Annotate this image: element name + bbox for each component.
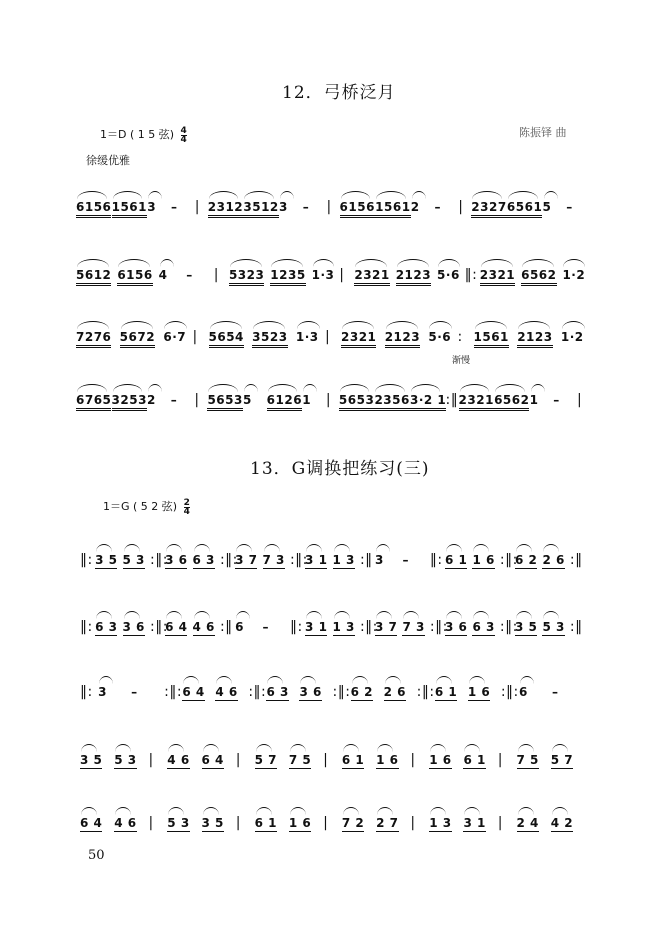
note-group: 1·2 <box>560 330 584 344</box>
note-group: 6 3 <box>95 620 118 634</box>
slur-mark <box>355 259 387 267</box>
piece12-composer: 陈振铎 曲 <box>519 126 567 139</box>
barline: | <box>194 392 200 408</box>
barline: | <box>323 752 329 768</box>
barline: | <box>410 815 416 831</box>
barline: | <box>235 752 241 768</box>
note-group: 5323 <box>229 268 264 286</box>
note-group: 6765 <box>76 393 111 411</box>
note-group: 6 2 <box>350 685 374 699</box>
slur-mark <box>334 611 350 619</box>
slur-mark <box>300 676 316 684</box>
note-group: 6 3 <box>472 620 495 634</box>
barline: | <box>324 329 331 345</box>
dash-hold: – <box>434 200 441 214</box>
note-group: 4 2 <box>550 816 574 830</box>
note-group: 6 1 <box>254 816 277 830</box>
barline: :‖ <box>569 619 583 635</box>
note-group: 1 6 <box>288 816 312 830</box>
piece13-key-signature <box>103 498 190 516</box>
slur-mark <box>464 807 480 815</box>
slur-mark <box>96 611 112 619</box>
piece12-rit-marking: 渐慢 <box>452 356 471 366</box>
piece12_lines-line-1 <box>0 200 655 224</box>
note-group: 6562 <box>521 268 556 286</box>
piece13_lines-line-2 <box>0 620 655 644</box>
note-group: 5 3 <box>167 816 190 830</box>
slur-mark <box>118 259 150 267</box>
note-group: 1·2 <box>562 268 586 282</box>
barline: ‖: <box>289 619 303 635</box>
slur-mark <box>148 191 162 199</box>
slur-mark <box>124 611 140 619</box>
note-group: 3 1 <box>305 620 328 634</box>
note-group: 5 7 <box>550 753 574 767</box>
slur-mark <box>203 807 219 815</box>
note-group: 3 1 <box>305 553 328 567</box>
slur-mark <box>256 744 272 752</box>
slur-mark <box>183 676 199 684</box>
barline: ‖: <box>80 684 93 700</box>
slur-mark <box>508 191 538 199</box>
barline: :‖: <box>499 619 518 635</box>
note-group: 2 6 <box>542 553 565 567</box>
note-group: 6562 <box>494 393 529 411</box>
slur-mark <box>148 384 162 392</box>
slur-mark <box>473 611 489 619</box>
note-group: 5 3 <box>114 753 137 767</box>
barline: ‖: <box>80 619 93 635</box>
note-group: 1·3 <box>295 330 319 344</box>
note-group: 6561 <box>507 200 542 218</box>
barline: :‖: <box>248 684 267 700</box>
slur-mark <box>403 611 419 619</box>
slur-mark <box>343 744 359 752</box>
note-group: 6 4 <box>201 753 224 767</box>
slur-mark <box>472 191 502 199</box>
slur-mark <box>473 544 489 552</box>
slur-mark <box>376 611 392 619</box>
barline: ‖: <box>464 267 478 283</box>
barline: | <box>148 815 154 831</box>
slur-mark <box>520 676 534 684</box>
barline: :‖: <box>164 684 183 700</box>
barline: | <box>410 752 416 768</box>
barline: | <box>325 392 332 408</box>
slur-mark <box>334 544 350 552</box>
barline: | <box>235 815 241 831</box>
note-group: 3 <box>98 685 107 699</box>
slur-mark <box>81 807 97 815</box>
note-group: 1 <box>302 393 312 407</box>
note-group: 3523 <box>252 330 287 348</box>
slur-mark <box>164 321 187 329</box>
note-group: 5653 <box>207 393 242 411</box>
piece13_lines-line-4 <box>0 753 655 777</box>
slur-mark <box>77 191 107 199</box>
slur-mark <box>280 191 294 199</box>
barline: | <box>497 752 503 768</box>
note-group: 1 6 <box>472 553 495 567</box>
note-group: 3 6 <box>165 553 188 567</box>
slur-mark <box>341 191 371 199</box>
slur-mark <box>115 807 131 815</box>
note-group: 4 <box>158 268 168 282</box>
piece12-time-num: 4 <box>180 125 187 136</box>
slur-mark <box>563 259 585 267</box>
slur-mark <box>518 321 550 329</box>
slur-mark <box>531 384 545 392</box>
slur-mark <box>208 384 238 392</box>
slur-mark <box>268 384 298 392</box>
note-group: 2 7 <box>376 816 399 830</box>
note-group: 6 4 <box>182 685 205 699</box>
dash-hold: – <box>262 620 269 634</box>
note-group: 3253 <box>112 393 147 411</box>
dash-hold: – <box>170 393 178 407</box>
piece12-key-label: 1＝D ( 1 5 弦) <box>100 128 175 141</box>
note-group: 5 <box>242 393 252 407</box>
note-group: 2321 <box>459 393 494 411</box>
note-group: 7276 <box>76 330 111 348</box>
slur-mark <box>377 744 393 752</box>
barline: :‖: <box>416 684 435 700</box>
slur-mark <box>313 259 335 267</box>
note-group: 2123 <box>385 330 420 348</box>
barline: | <box>213 267 220 283</box>
slur-mark <box>306 544 322 552</box>
slur-mark <box>446 611 462 619</box>
slur-mark <box>236 611 250 619</box>
slur-mark <box>168 744 184 752</box>
slur-mark <box>376 191 406 199</box>
note-group: 6 1 <box>463 753 486 767</box>
slur-mark <box>290 807 306 815</box>
slur-mark <box>516 544 532 552</box>
slur-mark <box>522 259 554 267</box>
barline: :‖ <box>359 552 373 568</box>
slur-mark <box>475 321 507 329</box>
barline: ‖: <box>80 552 93 568</box>
note-group: 4 6 <box>114 816 137 830</box>
note-group: 5653 <box>339 393 374 411</box>
note-group: 6·7 <box>163 330 187 344</box>
note-group: 2321 <box>480 268 515 286</box>
barline: :‖: <box>359 619 378 635</box>
slur-mark <box>297 321 320 329</box>
note-group: 1·3 <box>311 268 335 282</box>
slur-mark <box>340 384 370 392</box>
slur-mark <box>469 676 485 684</box>
note-group: 6 2 <box>515 553 538 567</box>
note-group: 2 <box>410 200 420 214</box>
note-group: 6126 <box>267 393 302 411</box>
slur-mark <box>352 676 368 684</box>
note-group: 6 3 <box>266 685 289 699</box>
slur-mark <box>543 611 559 619</box>
slur-mark <box>446 544 462 552</box>
slur-mark <box>430 744 446 752</box>
slur-mark <box>562 321 585 329</box>
slur-mark <box>543 544 559 552</box>
barline: | <box>192 329 198 345</box>
piece12_lines-line-3 <box>0 330 655 354</box>
note-group: 5 3 <box>542 620 565 634</box>
slur-mark <box>96 544 112 552</box>
note-group: 1561 <box>375 200 410 218</box>
piece13-title: 13．G调换把练习(三) <box>250 459 430 479</box>
barline: | <box>148 752 154 768</box>
slur-mark <box>115 744 131 752</box>
barline: | <box>194 199 200 215</box>
dash-hold: – <box>566 200 573 214</box>
piece13-key-label: 1＝G ( 5 2 弦) <box>103 500 178 513</box>
note-group: 2123 <box>396 268 431 286</box>
note-group: 1 3 <box>429 816 452 830</box>
barline: :‖: <box>149 552 168 568</box>
barline: :‖: <box>149 619 168 635</box>
slur-mark <box>460 384 490 392</box>
note-group: 6 4 <box>80 816 103 830</box>
piece12-title: 12．弓桥泛月 <box>282 83 396 103</box>
slur-mark <box>544 191 558 199</box>
barline: | <box>576 392 583 408</box>
slur-mark <box>438 259 460 267</box>
note-group: 6 1 <box>445 553 468 567</box>
barline: | <box>323 815 329 831</box>
note-group: 2356 <box>374 393 409 411</box>
slur-mark <box>99 676 113 684</box>
slur-mark <box>495 384 525 392</box>
slur-mark <box>244 191 274 199</box>
note-group: 6 <box>518 685 528 699</box>
slur-mark <box>303 384 317 392</box>
note-group: 1235 <box>270 268 305 286</box>
barline: :‖: <box>289 552 308 568</box>
slur-mark <box>230 259 262 267</box>
slur-mark <box>518 744 534 752</box>
barline: :‖: <box>500 684 519 700</box>
note-group: 5654 <box>209 330 244 348</box>
slur-mark <box>343 807 359 815</box>
note-group: 3 6 <box>122 620 145 634</box>
note-group: 5672 <box>120 330 155 348</box>
barline: | <box>339 267 345 283</box>
dash-hold: – <box>551 685 559 699</box>
piece12-time-den: 4 <box>180 134 187 145</box>
slur-mark <box>194 611 210 619</box>
note-group: 3 <box>147 200 157 214</box>
note-group: 4 6 <box>192 620 215 634</box>
slur-mark <box>552 807 568 815</box>
slur-mark <box>210 321 242 329</box>
piece13-time-den: 4 <box>183 506 190 517</box>
note-group: 3 7 <box>375 620 398 634</box>
piece12-key-signature <box>100 126 187 144</box>
barline: | <box>458 199 464 215</box>
dash-hold: – <box>186 268 193 282</box>
slur-mark <box>481 259 513 267</box>
slur-mark <box>256 807 272 815</box>
note-group: 1 <box>529 393 539 407</box>
slur-mark <box>376 544 390 552</box>
note-group: 6 3 <box>192 553 215 567</box>
slur-mark <box>290 744 306 752</box>
slur-mark <box>386 321 418 329</box>
slur-mark <box>436 676 452 684</box>
note-group: 2 4 <box>516 816 539 830</box>
dash-hold: – <box>170 200 178 214</box>
slur-mark <box>412 191 426 199</box>
note-group: 6 1 <box>434 685 458 699</box>
note-group: 2312 <box>208 200 243 218</box>
note-group: 7 5 <box>516 753 539 767</box>
piece12-tempo-marking: 徐缓优雅 <box>86 154 130 167</box>
slur-mark <box>166 611 182 619</box>
piece13-time-signature <box>184 499 190 516</box>
note-group: 1561 <box>474 330 509 348</box>
slur-mark <box>203 744 219 752</box>
piece12-time-signature <box>181 127 187 144</box>
note-group: 3 7 <box>235 553 258 567</box>
note-group: 1 6 <box>467 685 491 699</box>
piece13_lines-line-5 <box>0 816 655 840</box>
page-number: 50 <box>88 848 105 863</box>
note-group: 4 6 <box>215 685 238 699</box>
note-group: 6156 <box>117 268 152 286</box>
dash-hold: – <box>553 393 560 407</box>
barline: :‖: <box>429 619 448 635</box>
slur-mark <box>518 807 534 815</box>
slur-mark <box>124 544 140 552</box>
note-group: 3 5 <box>80 753 103 767</box>
piece12_lines-line-2 <box>0 268 655 292</box>
dash-hold: – <box>402 553 409 567</box>
note-group: 7 5 <box>288 753 312 767</box>
note-group: 1 3 <box>332 553 355 567</box>
slur-mark <box>166 544 182 552</box>
slur-mark <box>516 611 532 619</box>
dash-hold: – <box>131 685 138 699</box>
barline: :‖ <box>569 552 583 568</box>
slur-mark <box>236 544 252 552</box>
slur-mark <box>121 321 153 329</box>
barline: :‖: <box>332 684 351 700</box>
note-group: 3·2 1 <box>410 393 446 411</box>
dash-hold: – <box>302 200 310 214</box>
note-group: 3 5 <box>515 620 538 634</box>
slur-mark <box>160 259 174 267</box>
slur-mark <box>194 544 210 552</box>
note-group: 2327 <box>471 200 506 218</box>
slur-mark <box>385 676 401 684</box>
barline: :‖: <box>219 552 238 568</box>
barline: :‖ <box>445 392 459 408</box>
slur-mark <box>253 321 285 329</box>
note-group: 6156 <box>76 200 111 218</box>
note-group: 5·6 <box>428 330 452 344</box>
note-group: 2321 <box>341 330 376 348</box>
note-group: 3 6 <box>299 685 322 699</box>
note-group: 1 3 <box>332 620 355 634</box>
note-group: 3512 <box>243 200 278 218</box>
note-group: 3 <box>278 200 288 214</box>
barline: :‖ <box>219 619 233 635</box>
note-group: 1561 <box>112 200 147 218</box>
slur-mark <box>81 744 97 752</box>
note-group: 5 <box>542 200 552 214</box>
slur-mark <box>77 321 109 329</box>
note-group: 7 3 <box>402 620 425 634</box>
piece13_lines-line-3 <box>0 685 655 709</box>
slur-mark <box>216 676 232 684</box>
slur-mark <box>397 259 429 267</box>
note-group: 6156 <box>340 200 375 218</box>
slur-mark <box>375 384 405 392</box>
note-group: 6 4 <box>165 620 188 634</box>
slur-mark <box>267 676 283 684</box>
note-group: 5 3 <box>122 553 145 567</box>
note-group: 1 6 <box>429 753 452 767</box>
slur-mark <box>113 191 143 199</box>
slur-mark <box>429 321 452 329</box>
slur-mark <box>209 191 239 199</box>
note-group: 6 1 <box>341 753 365 767</box>
barline: | <box>497 815 503 831</box>
barline: | <box>326 199 332 215</box>
slur-mark <box>271 259 303 267</box>
slur-mark <box>168 807 184 815</box>
note-group: 3 5 <box>95 553 118 567</box>
note-group: 5612 <box>76 268 111 286</box>
piece12_lines-line-4 <box>0 393 655 417</box>
piece13_lines-line-1 <box>0 553 655 577</box>
slur-mark <box>77 259 109 267</box>
note-group: 3 6 <box>445 620 468 634</box>
note-group: 2123 <box>517 330 552 348</box>
slur-mark <box>113 384 143 392</box>
slur-mark <box>77 384 107 392</box>
note-group: 2 6 <box>383 685 407 699</box>
barline: :‖: <box>499 552 518 568</box>
note-group: 6 <box>235 620 244 634</box>
barline: ‖: <box>429 552 443 568</box>
slur-mark <box>430 807 446 815</box>
note-group: 4 6 <box>167 753 190 767</box>
piece13-time-num: 2 <box>183 497 190 508</box>
note-group: 5 7 <box>254 753 277 767</box>
note-group: 3 <box>375 553 384 567</box>
note-group: 1 6 <box>376 753 399 767</box>
slur-mark <box>264 544 280 552</box>
slur-mark <box>464 744 480 752</box>
barline: : <box>457 329 463 345</box>
note-group: 2 <box>147 393 156 407</box>
slur-mark <box>377 807 393 815</box>
note-group: 3 1 <box>463 816 486 830</box>
note-group: 5·6 <box>437 268 460 282</box>
note-group: 7 2 <box>341 816 365 830</box>
slur-mark <box>306 611 322 619</box>
note-group: 2321 <box>354 268 389 286</box>
slur-mark <box>552 744 568 752</box>
note-group: 7 3 <box>262 553 285 567</box>
slur-mark <box>342 321 374 329</box>
slur-mark <box>411 384 441 392</box>
note-group: 3 5 <box>201 816 224 830</box>
slur-mark <box>244 384 258 392</box>
